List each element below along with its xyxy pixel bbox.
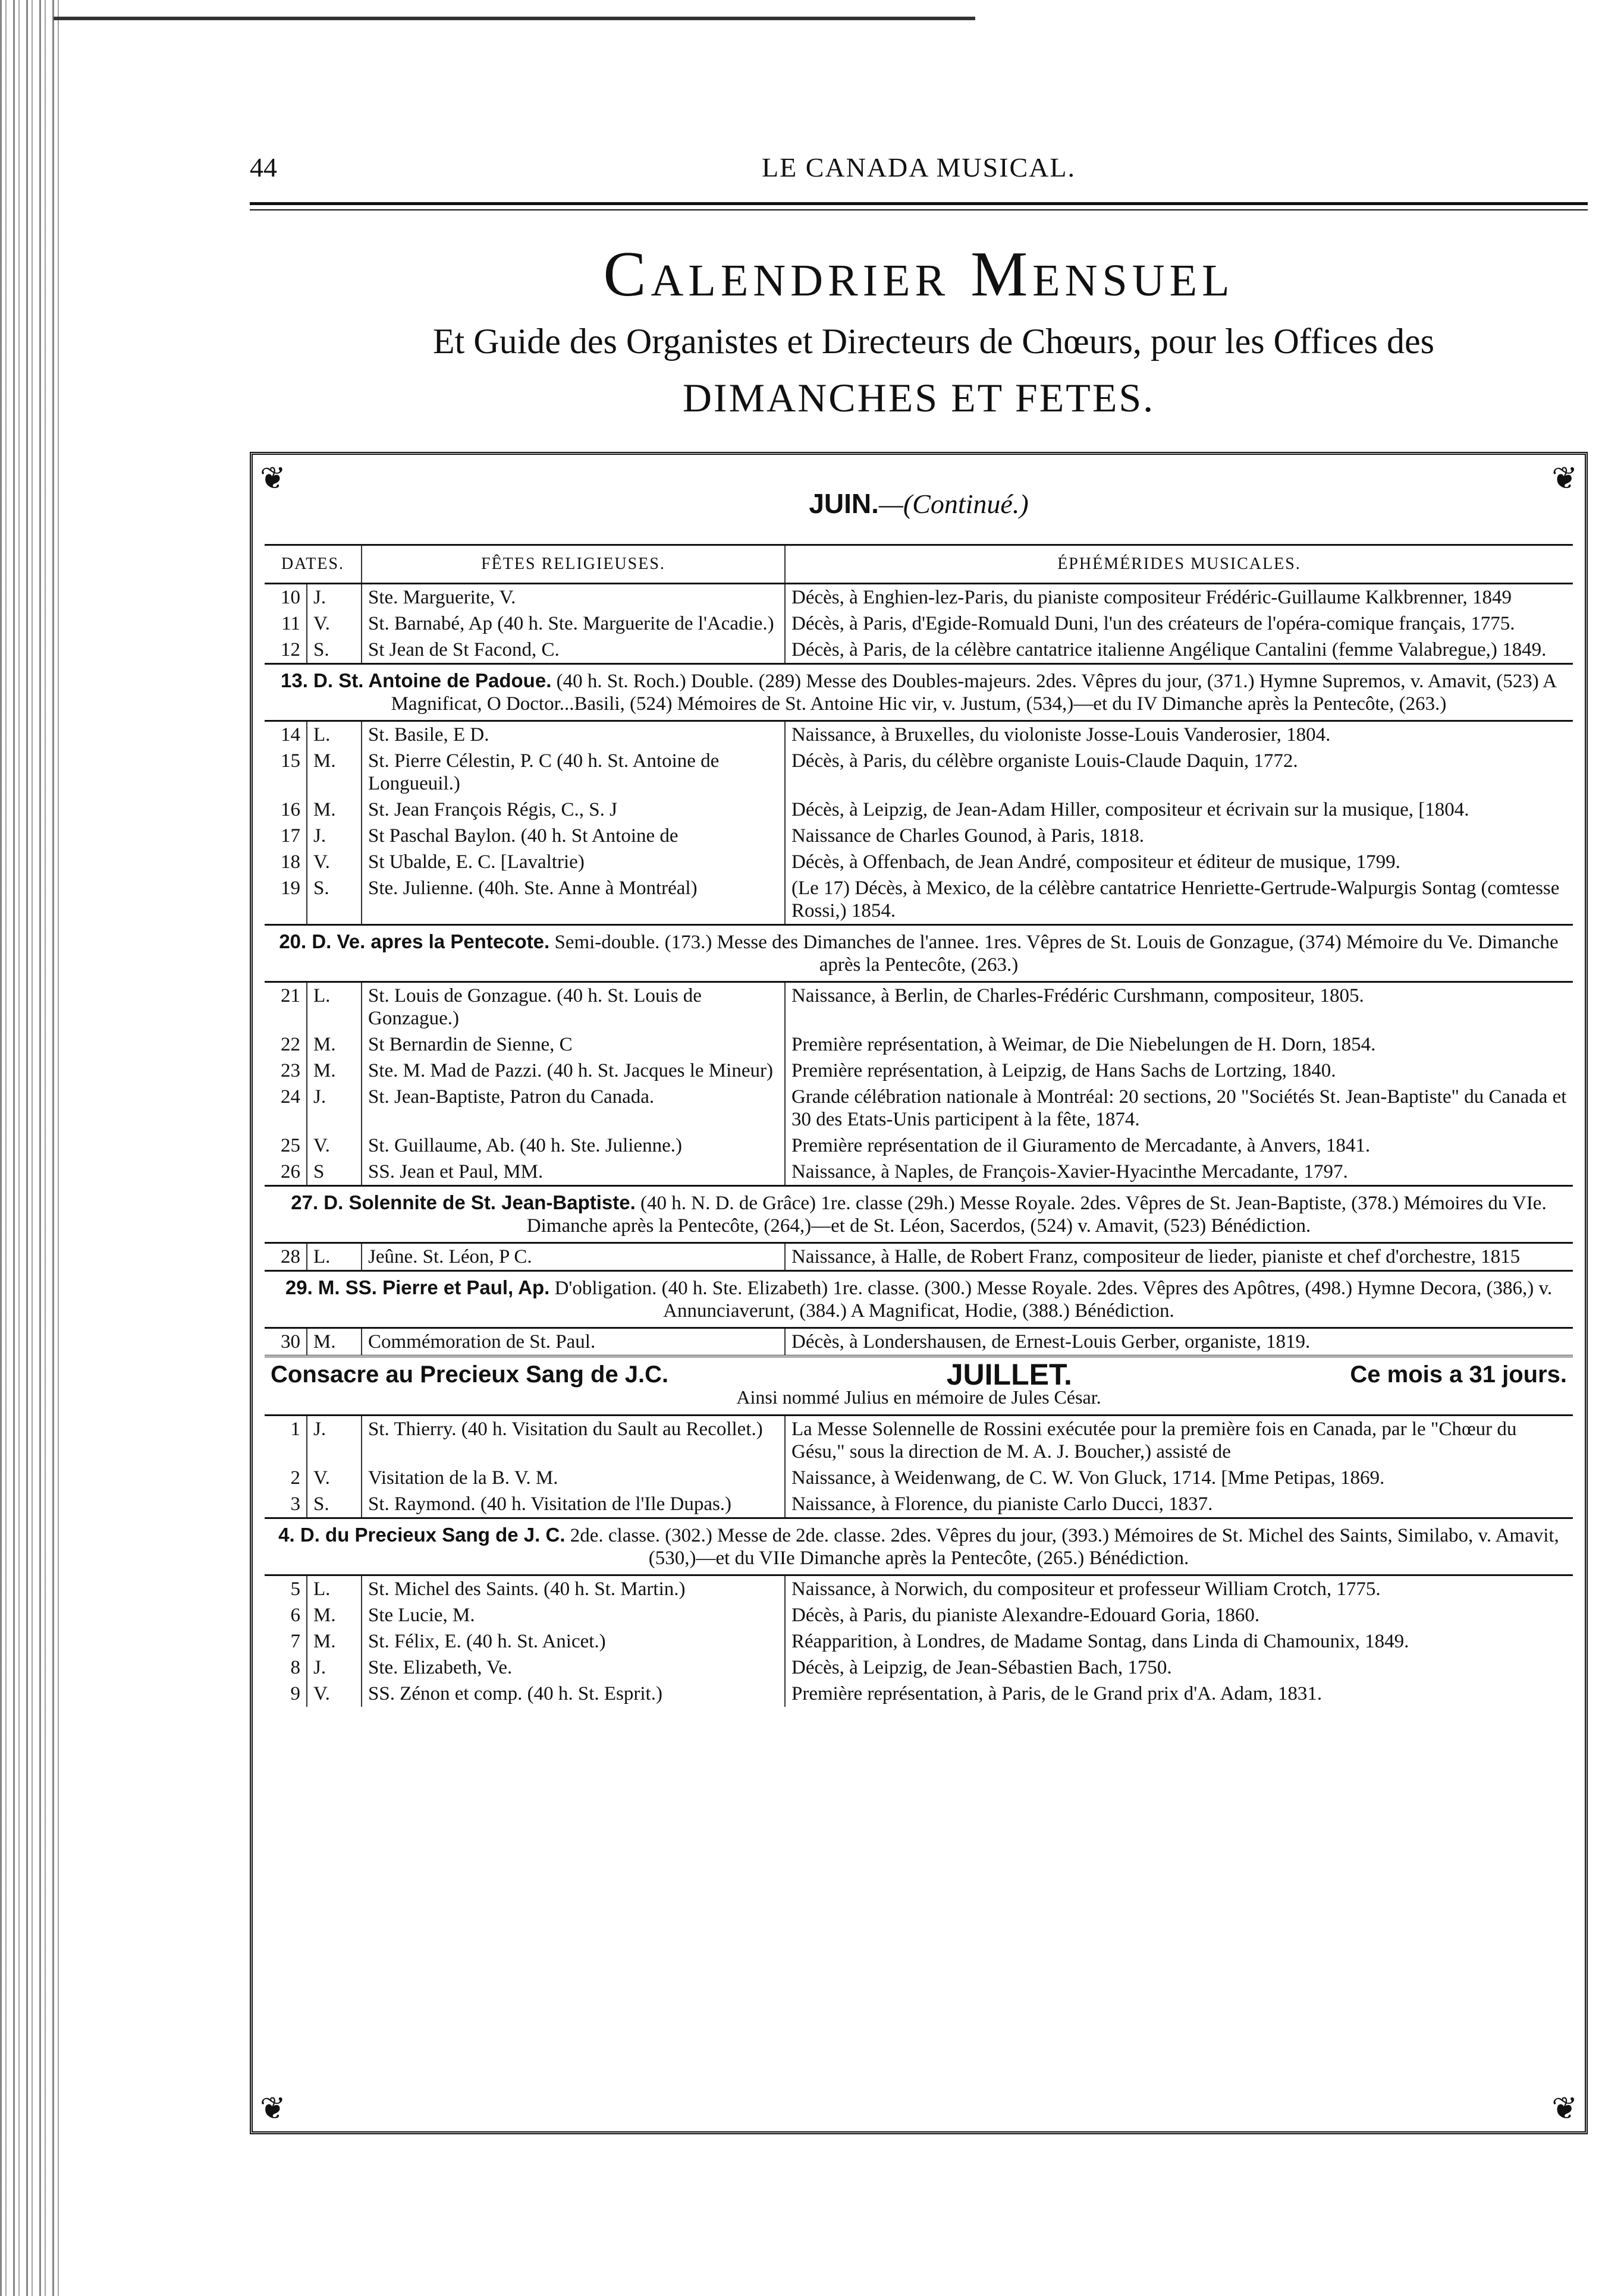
ephemeris-cell: Naissance, à Bruxelles, du violoniste Josse-Louis Vanderosier, 1804. <box>791 724 1331 746</box>
sunday-row: 27. D. Solennite de St. Jean-Baptiste. (40 h. N. D. de Grâce) 1re. classe (29h.) Messe Royale. 2des. Vêpres de St. Jean-Baptiste, (378.) Mémoires du VIe. Dimanche après la Pentecôte, (264,)—et de St. Léon, Sacerdos, (524) v. Amavit, (523) Bénédiction. <box>265 1186 1573 1243</box>
ephemeris-cell: Naissance, à Naples, de François-Xavier-Hyacinthe Mercadante, 1797. <box>791 1161 1348 1182</box>
day-number: 26 <box>281 1161 300 1182</box>
table-row <box>265 875 1573 925</box>
day-number: 12 <box>281 639 300 661</box>
day-number: 22 <box>281 1034 300 1055</box>
ephemeris-cell: Naissance, à Norwich, du compositeur et professeur William Crotch, 1775. <box>791 1578 1381 1600</box>
ephemeris-cell: Décès, à Leipzig, de Jean-Sébastien Bach, 1750. <box>791 1657 1172 1678</box>
ephemeris-cell: Décès, à Enghien-lez-Paris, du pianiste compositeur Frédéric-Guillaume Kalkbrenner, 1849 <box>791 587 1512 608</box>
weekday: M. <box>307 797 362 823</box>
ephemeris-cell: Décès, à Leipzig, de Jean-Adam Hiller, compositeur et écrivain sur la musique, [1804. <box>791 799 1469 820</box>
july-title: JUILLET. <box>946 1358 1072 1391</box>
ephemeris-cell: Décès, à Offenbach, de Jean André, compositeur et éditeur de musique, 1799. <box>791 851 1400 873</box>
feast-cell: St. Louis de Gonzague. (40 h. St. Louis de Gonzague.) <box>362 982 785 1032</box>
day-number: 6 <box>290 1605 300 1626</box>
table-row <box>265 849 1573 875</box>
feast-cell: Ste. Marguerite, V. <box>362 584 785 611</box>
ephemeris-cell: Première représentation de il Giuramento de Mercadante, à Anvers, 1841. <box>791 1135 1371 1156</box>
july-days: Ce mois a 31 jours. <box>1350 1361 1567 1388</box>
ephemeris-cell: Première représentation, à Weimar, de Die Niebelungen de H. Dorn, 1854. <box>791 1034 1376 1055</box>
sunday-row: 20. D. Ve. apres la Pentecote. Semi-double. (173.) Messe des Dimanches de l'annee. 1res. Vêpres de St. Louis de Gonzague, (374) Mémoire du Ve. Dimanche après la Pentecôte, (263.) <box>265 925 1573 982</box>
feast-cell: Ste. Elizabeth, Ve. <box>362 1655 785 1681</box>
ornament-icon: ❦ <box>1551 2092 1578 2126</box>
ornament-icon: ❦ <box>260 2092 286 2126</box>
month-heading-july <box>265 1356 1573 1416</box>
table-row <box>265 1681 1573 1707</box>
calendar-table <box>265 544 1573 1707</box>
header-fetes: FÊTES RELIGIEUSES. <box>362 545 785 584</box>
table-row <box>265 1084 1573 1133</box>
day-number: 24 <box>281 1086 300 1108</box>
ephemeris-cell: Décès, à Paris, d'Egide-Romuald Duni, l'un des créateurs de l'opéra-comique français, 1775. <box>791 613 1515 634</box>
ephemeris-cell: Naissance, à Berlin, de Charles-Frédéric Curshmann, compositeur, 1805. <box>791 985 1364 1007</box>
month-heading-june: JUIN.—(Continué.) <box>809 488 1029 519</box>
page-subtitle-2: DIMANCHES ET FETES. <box>682 375 1155 420</box>
day-number: 9 <box>290 1683 300 1704</box>
feast-cell: St Paschal Baylon. (40 h. St Antoine de <box>362 823 785 849</box>
day-number: 21 <box>281 985 300 1007</box>
feast-cell: St. Jean-Baptiste, Patron du Canada. <box>362 1084 785 1133</box>
ephemeris-cell: Décès, à Paris, du célèbre organiste Louis-Claude Daquin, 1772. <box>791 750 1298 772</box>
weekday: V. <box>307 1133 362 1159</box>
weekday: V. <box>307 849 362 875</box>
top-rule <box>54 17 975 20</box>
day-number: 8 <box>290 1657 300 1678</box>
table-row <box>265 584 1573 611</box>
table-row <box>265 1655 1573 1681</box>
weekday: L. <box>307 982 362 1032</box>
day-number: 14 <box>281 724 300 746</box>
feast-cell: Visitation de la B. V. M. <box>362 1465 785 1491</box>
feast-cell: St. Barnabé, Ap (40 h. Ste. Marguerite de l'Acadie.) <box>362 611 785 637</box>
binding-edge <box>0 0 65 2296</box>
day-number: 16 <box>281 799 300 820</box>
day-number: 7 <box>290 1631 300 1652</box>
table-row <box>265 637 1573 664</box>
ephemeris-cell: Grande célébration nationale à Montréal: 20 sections, 20 "Sociétés St. Jean-Baptiste" du Canada et 30 des Etats-Unis participent à la fête, 1874. <box>791 1086 1567 1130</box>
table-row <box>265 1133 1573 1159</box>
head-rule <box>250 202 1588 205</box>
calendar-frame <box>250 452 1588 2134</box>
feast-cell: SS. Zénon et comp. (40 h. St. Esprit.) <box>362 1681 785 1707</box>
table-row <box>265 823 1573 849</box>
ephemeris-cell: Décès, à Paris, de la célèbre cantatrice italienne Angélique Cantalini (femme Valabregue,) 1849. <box>791 639 1547 661</box>
day-number: 11 <box>281 613 300 634</box>
weekday: S <box>307 1159 362 1186</box>
page-number: 44 <box>250 152 277 183</box>
table-row <box>265 1465 1573 1491</box>
ornament-icon: ❦ <box>260 462 286 496</box>
weekday: J. <box>307 584 362 611</box>
weekday: M. <box>307 1628 362 1655</box>
table-row <box>265 1575 1573 1603</box>
table-row <box>265 1602 1573 1628</box>
ephemeris-cell: La Messe Solennelle de Rossini exécutée pour la première fois en Canada, par le "Chœur du Gésu," sous la direction de M. A. J. Boucher,) assisté de <box>791 1419 1517 1462</box>
day-number: 5 <box>290 1578 300 1600</box>
day-number: 17 <box>281 825 300 847</box>
table-row <box>265 748 1573 797</box>
feast-cell: Ste Lucie, M. <box>362 1602 785 1628</box>
weekday: S. <box>307 1491 362 1518</box>
feast-cell: St. Basile, E D. <box>362 721 785 748</box>
feast-cell: St. Michel des Saints. (40 h. St. Martin.) <box>362 1575 785 1603</box>
weekday: V. <box>307 611 362 637</box>
weekday: L. <box>307 721 362 748</box>
weekday: M. <box>307 1058 362 1084</box>
feast-cell: Ste. Julienne. (40h. Ste. Anne à Montréal) <box>362 875 785 925</box>
table-row <box>265 1628 1573 1655</box>
ephemeris-cell: Naissance de Charles Gounod, à Paris, 1818. <box>791 825 1144 847</box>
sunday-row: 29. M. SS. Pierre et Paul, Ap. D'obligation. (40 h. Ste. Elizabeth) 1re. classe. (300.) Messe Royale. 2des. Vêpres des Apôtres, (498.) Hymne Decora, (386,) v. Annunciaverunt, (384.) A Magnificat, Hodie, (388.) Bénédiction. <box>265 1271 1573 1328</box>
weekday: V. <box>307 1681 362 1707</box>
feast-cell: St. Pierre Célestin, P. C (40 h. St. Antoine de Longueuil.) <box>362 748 785 797</box>
day-number: 10 <box>281 587 300 608</box>
ephemeris-cell: Décès, à Paris, du pianiste Alexandre-Edouard Goria, 1860. <box>791 1605 1260 1626</box>
weekday: J. <box>307 1084 362 1133</box>
feast-cell: St Jean de St Facond, C. <box>362 637 785 664</box>
table-row <box>265 1031 1573 1058</box>
ephemeris-cell: Naissance, à Florence, du pianiste Carlo Ducci, 1837. <box>791 1493 1213 1515</box>
table-row: 30 M. Commémoration de St. Paul. Décès, à Londershausen, de Ernest-Louis Gerber, organiste, 1819. <box>265 1328 1573 1357</box>
day-number: 19 <box>281 877 300 899</box>
table-row <box>265 982 1573 1032</box>
day-number: 23 <box>281 1060 300 1081</box>
ephemeris-cell: Réapparition, à Londres, de Madame Sontag, dans Linda di Chamounix, 1849. <box>791 1631 1409 1652</box>
july-subtitle: Ainsi nommé Julius en mémoire de Jules César. <box>736 1386 1101 1408</box>
feast-cell: St. Jean François Régis, C., S. J <box>362 797 785 823</box>
table-row <box>265 1159 1573 1186</box>
feast-cell: Ste. M. Mad de Pazzi. (40 h. St. Jacques le Mineur) <box>362 1058 785 1084</box>
day-number: 2 <box>290 1467 300 1489</box>
weekday: L. <box>307 1575 362 1603</box>
feast-cell: St. Raymond. (40 h. Visitation de l'Ile Dupas.) <box>362 1491 785 1518</box>
feast-cell: SS. Jean et Paul, MM. <box>362 1159 785 1186</box>
feast-cell: St. Thierry. (40 h. Visitation du Sault au Recollet.) <box>362 1416 785 1465</box>
table-row <box>265 1058 1573 1084</box>
table-row <box>265 1416 1573 1465</box>
ephemeris-cell: Naissance, à Weidenwang, de C. W. Von Gluck, 1714. [Mme Petipas, 1869. <box>791 1467 1385 1489</box>
day-number: 1 <box>290 1419 300 1440</box>
sunday-row: 4. D. du Precieux Sang de J. C. 2de. classe. (302.) Messe de 2de. classe. 2des. Vêpres du jour, (393.) Mémoires de St. Michel des Saints, Similabo, v. Amavit, (530,)—et du VIIe Dimanche après la Pentecôte, (265.) Bénédiction. <box>265 1518 1573 1575</box>
weekday: J. <box>307 1655 362 1681</box>
table-row: 28 L. Jeûne. St. Léon, P C. Naissance, à Halle, de Robert Franz, compositeur de lieder, pianiste et chef d'orchestre, 1815 <box>265 1243 1573 1271</box>
weekday: M. <box>307 1602 362 1628</box>
ornament-icon: ❦ <box>1551 462 1578 496</box>
weekday: M. <box>307 1031 362 1058</box>
table-row <box>265 1491 1573 1518</box>
feast-cell: St Bernardin de Sienne, C <box>362 1031 785 1058</box>
feast-cell: St. Félix, E. (40 h. St. Anicet.) <box>362 1628 785 1655</box>
head-rule-thin <box>250 209 1588 210</box>
july-dedication: Consacre au Precieux Sang de J.C. <box>271 1361 669 1388</box>
header-dates: DATES. <box>265 545 362 584</box>
day-number: 15 <box>281 750 300 772</box>
page-title: Calendrier Mensuel <box>603 239 1235 310</box>
table-row <box>265 611 1573 637</box>
table-row <box>265 721 1573 748</box>
ephemeris-cell: Première représentation, à Leipzig, de Hans Sachs de Lortzing, 1840. <box>791 1060 1336 1081</box>
weekday: J. <box>307 823 362 849</box>
running-title: LE CANADA MUSICAL. <box>762 152 1076 183</box>
table-row <box>265 797 1573 823</box>
weekday: S. <box>307 875 362 925</box>
ephemeris-cell: (Le 17) Décès, à Mexico, de la célèbre cantatrice Henriette-Gertrude-Walpurgis Sontag (comtesse Rossi,) 1854. <box>791 877 1560 921</box>
day-number: 3 <box>290 1493 300 1515</box>
day-number: 25 <box>281 1135 300 1156</box>
sunday-row: 13. D. St. Antoine de Padoue. (40 h. St. Roch.) Double. (289) Messe des Doubles-majeurs. 2des. Vêpres du jour, (371.) Hymne Supremos, v. Amavit, (523) A Magnificat, O Doctor...Basili, (524) Mémoires de St. Antoine Hic vir, v. Justum, (534,)—et du IV Dimanche après la Pentecôte, (263.) <box>265 664 1573 721</box>
feast-cell: St. Guillaume, Ab. (40 h. Ste. Julienne.) <box>362 1133 785 1159</box>
page-subtitle: Et Guide des Organistes et Directeurs de Chœurs, pour les Offices des <box>432 322 1435 361</box>
weekday: V. <box>307 1465 362 1491</box>
day-number: 18 <box>281 851 300 873</box>
weekday: M. <box>307 748 362 797</box>
header-ephemerides: ÉPHÉMÉRIDES MUSICALES. <box>785 545 1573 584</box>
feast-cell: St Ubalde, E. C. [Lavaltrie) <box>362 849 785 875</box>
weekday: S. <box>307 637 362 664</box>
table-header <box>265 545 1573 584</box>
ephemeris-cell: Première représentation, à Paris, de le Grand prix d'A. Adam, 1831. <box>791 1683 1323 1704</box>
weekday: J. <box>307 1416 362 1465</box>
